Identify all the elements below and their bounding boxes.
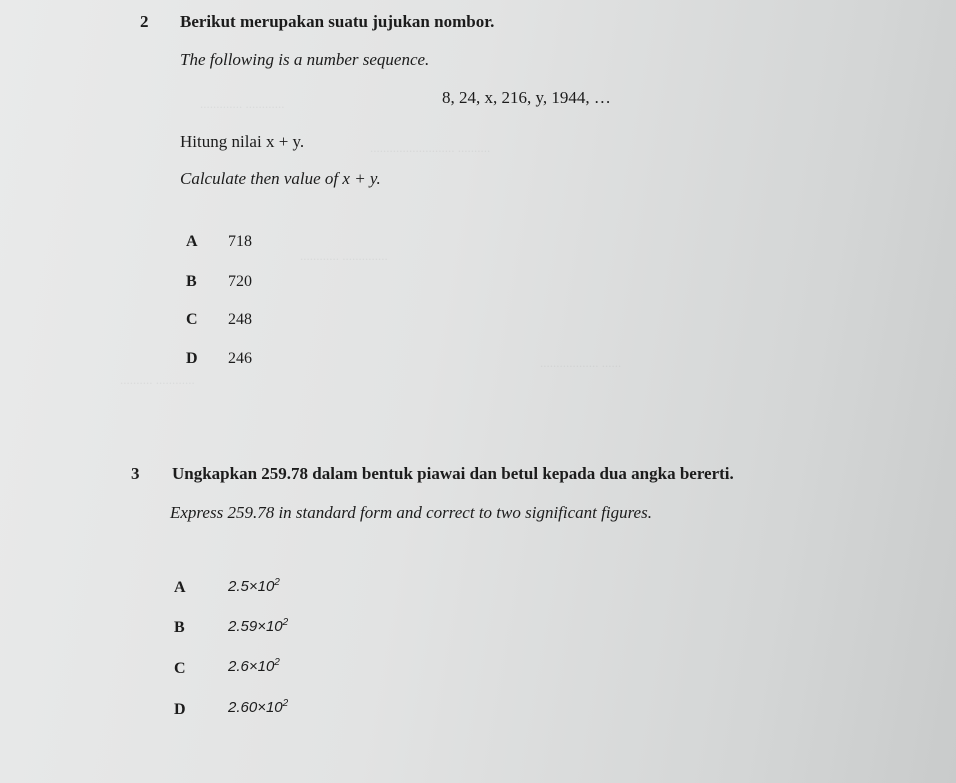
question-ask-malay: Hitung nilai x + y. — [180, 132, 305, 151]
question-ask-english: Calculate then value of x + y. — [180, 169, 381, 188]
option-a-letter: A — [186, 233, 198, 250]
option-b-mantissa: 2.59×10 — [228, 618, 283, 635]
option-d-mantissa: 2.60×10 — [228, 699, 283, 716]
option-c-letter: C — [174, 660, 186, 677]
option-a-mantissa: 2.5×10 — [228, 578, 275, 595]
option-b-letter: B — [174, 619, 185, 636]
question-prompt-english: The following is a number sequence. — [180, 50, 430, 69]
question-prompt-malay: Ungkapkan 259.78 dalam bentuk piawai dan betul kepada dua angka bererti. — [172, 464, 734, 483]
option-b-value: 720 — [228, 273, 252, 290]
option-c-mantissa: 2.6×10 — [228, 658, 275, 675]
option-c-value — [228, 658, 280, 675]
question-number: 2 — [140, 12, 149, 31]
option-c-letter: C — [186, 311, 198, 328]
number-sequence: 8, 24, x, 216, y, 1944, … — [442, 88, 611, 107]
option-a-letter: A — [174, 579, 186, 596]
option-b-exponent: 2 — [282, 617, 289, 628]
question-number: 3 — [131, 464, 140, 483]
option-b-value — [228, 618, 288, 635]
bleed-through-text: .......................... .......... — [370, 140, 491, 155]
option-a-value: 718 — [228, 233, 252, 250]
option-d-letter: D — [174, 701, 186, 718]
option-c-exponent: 2 — [274, 657, 280, 668]
bleed-through-text: .......... ............ — [120, 372, 195, 387]
option-d-letter: D — [186, 350, 198, 367]
option-a-value — [228, 578, 280, 595]
option-d-value — [228, 699, 288, 716]
bleed-through-text: ............. ............ — [200, 96, 285, 111]
bleed-through-text: .................. ...... — [540, 355, 622, 370]
option-d-exponent: 2 — [282, 698, 289, 709]
question-prompt-malay: Berikut merupakan suatu jujukan nombor. — [180, 12, 495, 31]
option-d-value: 246 — [228, 350, 252, 367]
option-b-letter: B — [186, 273, 197, 290]
question-prompt-english: Express 259.78 in standard form and correct to two significant figures. — [170, 503, 652, 522]
bleed-through-text: ............ .............. — [300, 248, 388, 263]
option-a-exponent: 2 — [274, 577, 280, 588]
option-c-value: 248 — [228, 311, 252, 328]
